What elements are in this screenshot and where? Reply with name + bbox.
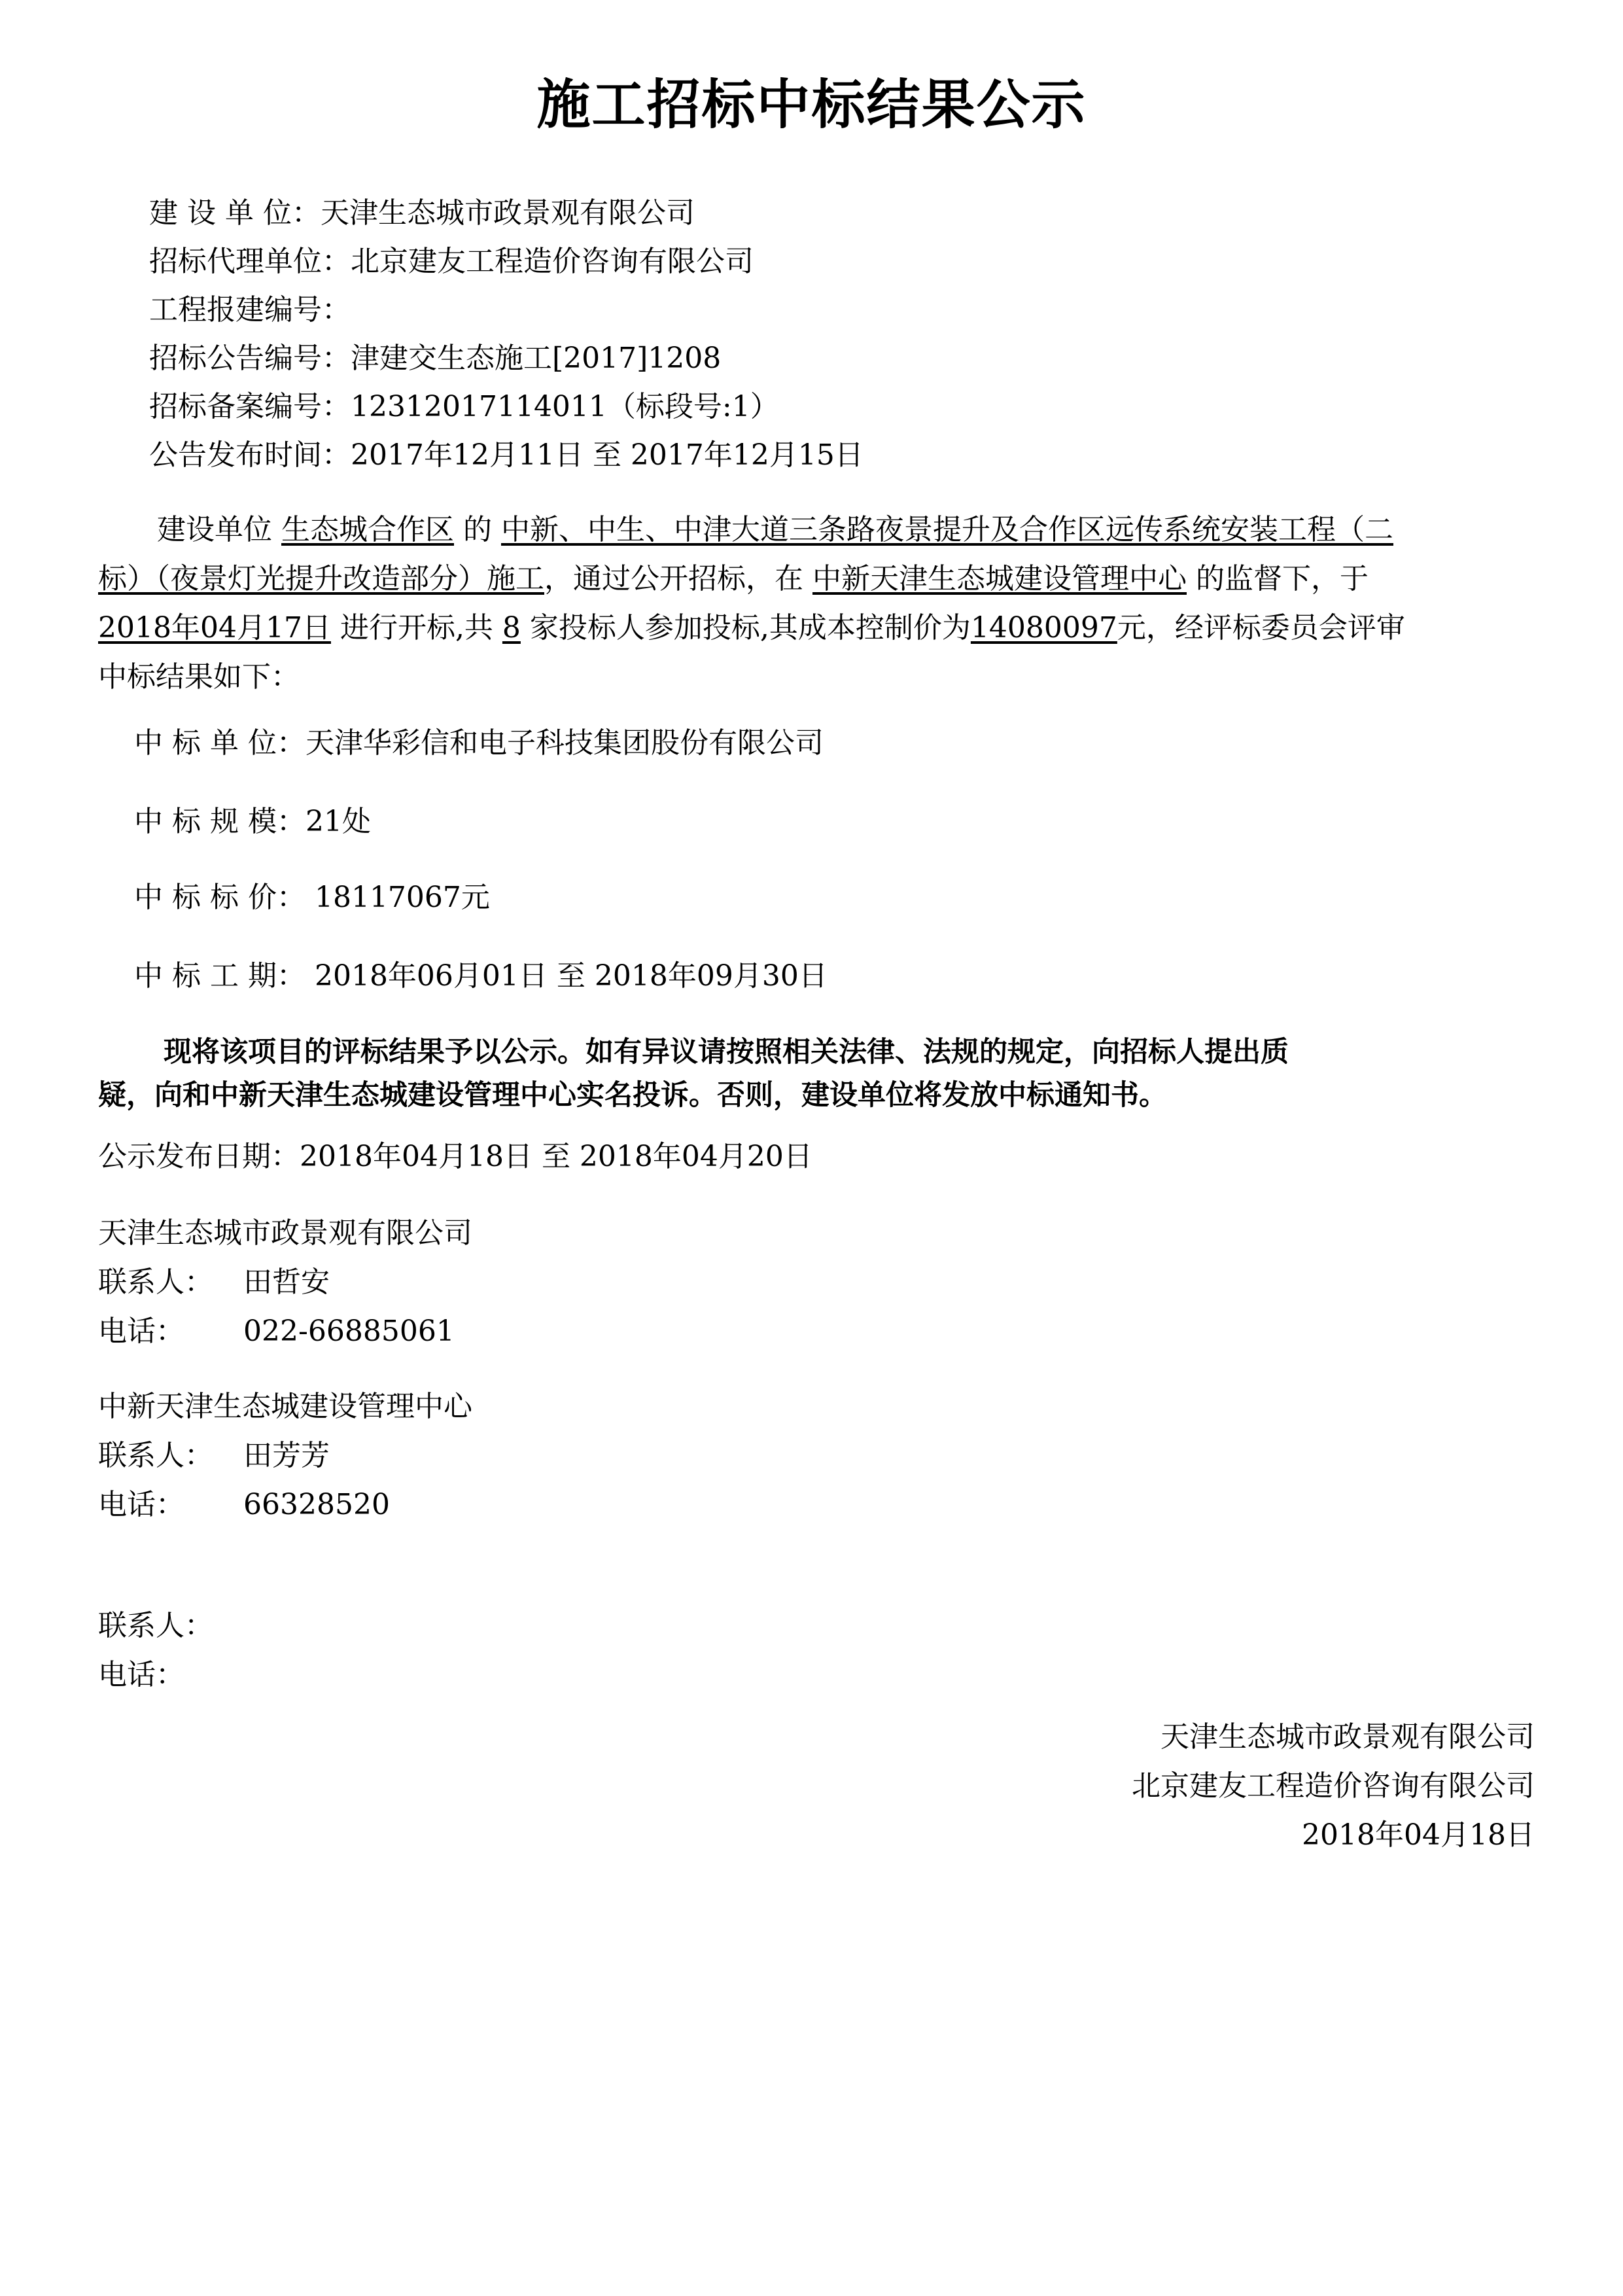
- body-text: 家投标人参加投标,其成本控制价为: [520, 611, 971, 645]
- info-value: 12312017114011（标段号:1）: [351, 390, 779, 423]
- body-line-2: [98, 559, 1369, 599]
- info-value: 北京建友工程造价咨询有限公司: [351, 245, 754, 278]
- result-price: [134, 878, 490, 917]
- page-title: 施工招标中标结果公示: [536, 74, 1087, 136]
- contact3-person-label: 联系人：: [98, 1609, 213, 1642]
- result-scale: [134, 802, 371, 841]
- info-label: 招标备案编号：: [149, 390, 351, 423]
- info-label: 招标代理单位：: [149, 245, 351, 278]
- result-label: 中 标 规 模：: [134, 805, 305, 838]
- project-name: 中新、中生、中津大道三条路夜景提升及合作区远传系统安装工程（二: [500, 513, 1393, 546]
- bidder-count: 8: [502, 611, 521, 645]
- info-registration-no: [149, 291, 351, 330]
- body-line-4: 中标结果如下：: [98, 660, 300, 694]
- info-publish-time: [149, 436, 864, 475]
- contact2-phone-label: 电话：: [98, 1488, 184, 1521]
- body-text: 的监督下，于: [1187, 562, 1369, 595]
- info-label: 公告发布时间：: [149, 438, 351, 472]
- contact1-person: 田哲安: [243, 1265, 330, 1299]
- contact1-org: 天津生态城市政景观有限公司: [98, 1216, 472, 1250]
- signature-org2: 北京建友工程造价咨询有限公司: [1132, 1769, 1535, 1803]
- notice-line-2: 疑，向和中新天津生态城建设管理中心实名投诉。否则，建设单位将发放中标通知书。: [98, 1079, 1167, 1112]
- contact1-person-label: 联系人：: [98, 1265, 213, 1299]
- supervisor-name: 中新天津生态城建设管理中心: [812, 562, 1187, 595]
- info-record-no: [149, 387, 779, 427]
- body-line-1: [157, 510, 1393, 550]
- result-value: 18117067元: [305, 881, 490, 914]
- info-value: 天津生态城市政景观有限公司: [320, 196, 695, 230]
- result-label: 中 标 工 期：: [134, 959, 305, 993]
- info-label: 招标公告编号：: [149, 342, 351, 375]
- builder-name: 生态城合作区: [281, 513, 454, 546]
- contact1-phone-label: 电话：: [98, 1315, 184, 1348]
- info-agent: [149, 242, 754, 281]
- contact2-phone: 66328520: [243, 1488, 390, 1521]
- result-period: [134, 957, 828, 996]
- notice-line-1: 现将该项目的评标结果予以公示。如有异议请按照相关法律、法规的规定，向招标人提出质: [164, 1036, 1289, 1069]
- body-text: 的: [454, 513, 501, 546]
- body-text: 建设单位: [157, 513, 281, 546]
- signature-org1: 天津生态城市政景观有限公司: [1161, 1720, 1535, 1754]
- result-value: 21处: [305, 805, 371, 838]
- body-text: 进行开标,共: [330, 611, 502, 645]
- contact2-org: 中新天津生态城建设管理中心: [98, 1390, 472, 1423]
- body-text: ，通过公开招标，在: [544, 562, 812, 595]
- open-date: 2018年04月17日: [98, 611, 331, 645]
- info-announcement-no: [149, 339, 721, 378]
- info-builder: [149, 194, 695, 233]
- body-text: 元，经评标委员会评审: [1117, 611, 1405, 645]
- contact2-person-label: 联系人：: [98, 1439, 213, 1472]
- cost-control-price: 14080097: [970, 611, 1117, 645]
- info-label: 工程报建编号：: [149, 293, 351, 327]
- body-line-3: [98, 609, 1405, 648]
- result-value: 天津华彩信和电子科技集团股份有限公司: [305, 726, 824, 760]
- contact1-phone: 022-66885061: [243, 1315, 455, 1348]
- result-label: 中 标 标 价：: [134, 881, 305, 914]
- signature-date: 2018年04月18日: [1302, 1818, 1535, 1852]
- publish-date: 公示发布日期：2018年04月18日 至 2018年04月20日: [98, 1140, 812, 1173]
- result-winner: [134, 724, 824, 763]
- contact2-person: 田芳芳: [243, 1439, 330, 1472]
- contact3-phone-label: 电话：: [98, 1658, 184, 1691]
- info-value: 津建交生态施工[2017]1208: [351, 342, 722, 375]
- project-name-cont: 标）（夜景灯光提升改造部分）施工: [98, 562, 544, 595]
- result-label: 中 标 单 位：: [134, 726, 305, 760]
- result-value: 2018年06月01日 至 2018年09月30日: [305, 959, 828, 993]
- info-value: 2017年12月11日 至 2017年12月15日: [351, 438, 864, 472]
- info-label: 建 设 单 位：: [149, 196, 321, 230]
